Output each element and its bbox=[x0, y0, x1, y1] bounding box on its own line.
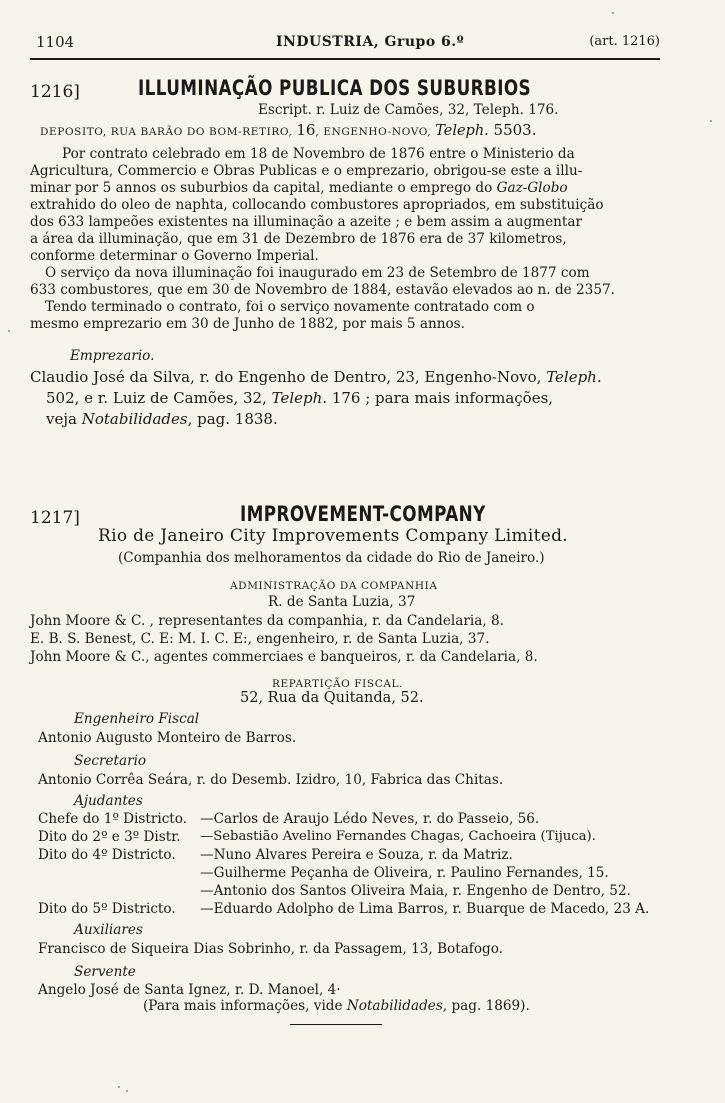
company-name: Rio de Janeiro City Improvements Company Limited. bbox=[98, 526, 568, 546]
assistant-person: —Nuno Alvares Pereira e Souza, r. da Matriz. bbox=[200, 847, 513, 863]
emprezario-line: Claudio José da Silva, r. do Engenho de Dentro, 23, Engenho-Novo, Teleph. bbox=[30, 368, 602, 386]
servant-label: Servente bbox=[74, 964, 136, 980]
engineer-name: Antonio Augusto Monteiro de Barros. bbox=[38, 730, 297, 746]
running-title: INDUSTRIA, Grupo 6.º bbox=[276, 34, 465, 50]
office-address: Escript. r. Luiz de Camões, 32, Teleph. 176. bbox=[258, 102, 559, 118]
administration-address: R. de Santa Luzia, 37 bbox=[268, 594, 416, 610]
list-item: John Moore & C. , representantes da companhia, r. da Candelaria, 8. bbox=[30, 613, 504, 629]
list-item: E. B. S. Benest, C. E: M. I. C. E:, engenheiro, r. de Santa Luzia, 37. bbox=[30, 631, 490, 647]
paragraph-line: 633 combustores, que em 30 de Novembro de 1884, estavão elevados ao n. de 2357. bbox=[30, 282, 615, 298]
print-speck bbox=[126, 1090, 128, 1092]
company-name-portuguese: (Companhia dos melhoramentos da cidade do Rio de Janeiro.) bbox=[118, 550, 545, 566]
fiscal-address: 52, Rua da Quitanda, 52. bbox=[240, 690, 424, 706]
assistant-person: —Eduardo Adolpho de Lima Barros, r. Buarque de Macedo, 23 A. bbox=[200, 901, 650, 917]
article-title-1217: IMPROVEMENT-COMPANY bbox=[240, 502, 486, 526]
paragraph-line: dos 633 lampeões existentes na illuminação a azeite ; e bem assim a augmentar bbox=[30, 214, 582, 230]
closing-note: (Para mais informações, vide Notabilidades, pag. 1869). bbox=[143, 998, 530, 1014]
list-item: John Moore & C., agentes commerciaes e banqueiros, r. da Candelaria, 8. bbox=[30, 649, 538, 665]
article-number-1217: 1217] bbox=[30, 508, 80, 528]
assistant-person: —Antonio dos Santos Oliveira Maia, r. Engenho de Dentro, 52. bbox=[200, 883, 631, 899]
servant-name: Angelo José de Santa Ignez, r. D. Manoel, 4· bbox=[38, 982, 341, 998]
secretary-name: Antonio Corrêa Seára, r. do Desemb. Izidro, 10, Fabrica das Chitas. bbox=[38, 772, 504, 788]
paragraph-line: Por contrato celebrado em 18 de Novembro de 1876 entre o Ministerio da bbox=[62, 146, 575, 162]
paragraph-line: conforme determinar o Governo Imperial. bbox=[30, 248, 319, 264]
assistant-district: Chefe do 1º Districto. bbox=[38, 811, 188, 827]
article-reference: (art. 1216) bbox=[589, 34, 660, 49]
secretary-label: Secretario bbox=[74, 753, 147, 769]
print-speck bbox=[612, 12, 614, 14]
paragraph-line: Tendo terminado o contrato, foi o serviço novamente contratado com o bbox=[45, 299, 535, 315]
paragraph-line: mesmo emprezario em 30 de Junho de 1882, por mais 5 annos. bbox=[30, 316, 465, 332]
end-rule bbox=[290, 1024, 382, 1025]
engineer-label: Engenheiro Fiscal bbox=[74, 711, 200, 727]
auxiliaries-label: Auxiliares bbox=[74, 922, 143, 938]
assistant-district: Dito do 2º e 3º Distr. bbox=[38, 829, 181, 845]
assistant-person: —Sebastião Avelino Fernandes Chagas, Cachoeira (Tijuca). bbox=[200, 829, 596, 844]
auxiliary-name: Francisco de Siqueira Dias Sobrinho, r. da Passagem, 13, Botafogo. bbox=[38, 941, 503, 957]
assistant-person: —Guilherme Peçanha de Oliveira, r. Paulino Fernandes, 15. bbox=[200, 865, 609, 881]
paragraph-line: Agricultura, Commercio e Obras Publicas e o emprezario, obrigou-se este a illu- bbox=[30, 163, 583, 179]
fiscal-heading: REPARTIÇÃO FISCAL. bbox=[272, 678, 404, 690]
print-speck bbox=[710, 120, 712, 122]
print-speck bbox=[118, 1086, 120, 1088]
assistants-label: Ajudantes bbox=[74, 793, 143, 809]
page-number: 1104 bbox=[36, 33, 75, 51]
paragraph-line: a área da illuminação, que em 31 de Dezembro de 1876 era de 37 kilometros, bbox=[30, 231, 567, 247]
header-rule bbox=[30, 58, 660, 60]
paragraph-line: O serviço da nova illuminação foi inaugurado em 23 de Setembro de 1877 com bbox=[45, 265, 590, 281]
assistant-person: —Carlos de Araujo Lédo Neves, r. do Passeio, 56. bbox=[200, 811, 540, 827]
emprezario-line: 502, e r. Luiz de Camões, 32, Teleph. 176 ; para mais informações, bbox=[46, 389, 554, 407]
administration-heading: ADMINISTRAÇÃO DA COMPANHIA bbox=[230, 580, 438, 592]
paragraph-line: minar por 5 annos os suburbios da capital, mediante o emprego do Gaz-Globo bbox=[30, 180, 568, 196]
article-title-1216: ILLUMINAÇÃO PUBLICA DOS SUBURBIOS bbox=[138, 76, 532, 100]
assistant-district: Dito do 5º Districto. bbox=[38, 901, 176, 917]
print-speck bbox=[8, 330, 10, 332]
assistant-district: Dito do 4º Districto. bbox=[38, 847, 176, 863]
emprezario-line: veja Notabilidades, pag. 1838. bbox=[46, 410, 278, 428]
running-head bbox=[28, 34, 662, 54]
paragraph-line: extrahido do oleo de naphta, collocando combustores apropriados, em substituição bbox=[30, 197, 604, 213]
article-number-1216: 1216] bbox=[30, 82, 80, 102]
deposit-address: DEPOSITO, RUA BARÃO DO BOM-RETIRO, 16, ENGENHO-NOVO, Teleph. 5503. bbox=[40, 121, 537, 139]
emprezario-label: Emprezario. bbox=[70, 348, 155, 364]
